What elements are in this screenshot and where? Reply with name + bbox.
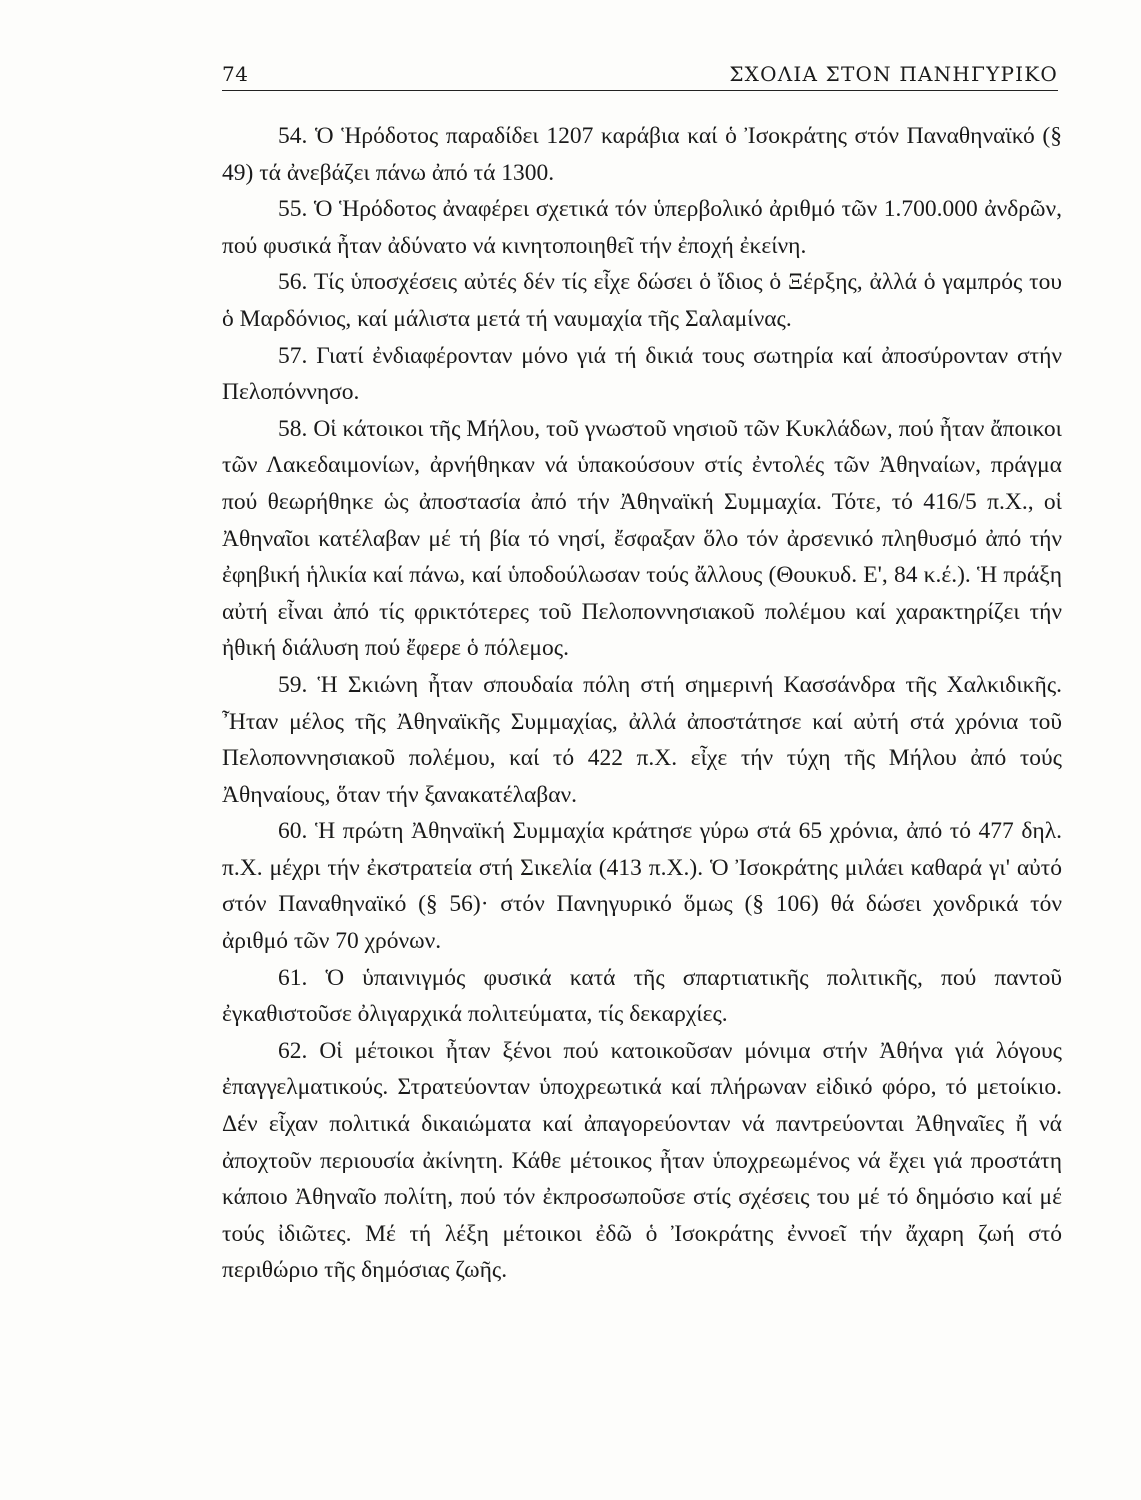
note-57 bbox=[222, 338, 1062, 411]
note-text: Ὁ Ἡρόδοτος παραδίδει 1207 καράβια καί ὁ Ἰσοκράτης στόν Παναθηναϊκό (§ 49) τά ἀνεβάζει πάνω ἀπό τά 1300. bbox=[222, 123, 1062, 186]
note-text: Οἱ κάτοικοι τῆς Μήλου, τοῦ γνωστοῦ νησιοῦ τῶν Κυκλάδων, πού ἦταν ἄποικοι τῶν Λακεδαιμονίων, ἀρνήθηκαν νά ὑπακούσουν στίς ἐντολές τῶν Ἀθηναίων, πράγμα πού θεωρήθηκε ὡς ἀποστασία ἀπό τήν Ἀθηναϊκή Συμμαχία. Τότε, τό 416/5 π.Χ., οἱ Ἀθηναῖοι κατέλαβαν μέ τή βία τό νησί, ἔσφαξαν ὅλο τόν ἀρσενικό πληθυσμό ἀπό τήν ἐφηβική ἡλικία καί πάνω, καί ὑποδούλωσαν τούς ἄλλους (Θουκυδ. Ε', 84 κ.έ.). Ἡ πράξη αὐτή εἶναι ἀπό τίς φρικτότερες τοῦ Πελοποννησιακοῦ πολέμου καί χαρακτηρίζει τήν ἠθική διάλυση πού ἔφερε ὁ πόλεμος. bbox=[222, 415, 1062, 662]
note-number: 62. bbox=[278, 1037, 308, 1064]
notes-body bbox=[222, 118, 1062, 1289]
note-59 bbox=[222, 667, 1062, 813]
page-number: 74 bbox=[222, 62, 249, 86]
running-title: ΣΧΟΛΙΑ ΣΤΟΝ ΠΑΝΗΓΥΡΙΚΟ bbox=[729, 62, 1058, 86]
note-number: 61. bbox=[278, 964, 308, 991]
note-number: 58. bbox=[278, 415, 308, 442]
note-text: Οἱ μέτοικοι ἦταν ξένοι πού κατοικοῦσαν μόνιμα στήν Ἀθήνα γιά λόγους ἐπαγγελματικούς. Στρατεύονταν ὑποχρεωτικά καί πλήρωναν εἰδικό φόρο, τό μετοίκιο. Δέν εἶχαν πολιτικά δικαιώματα καί ἀπαγορεύονταν νά παντρεύονται Ἀθηναῖες ἤ νά ἀποχτοῦν περιουσία ἀκίνητη. Κάθε μέτοικος ἦταν ὑποχρεωμένος νά ἔχει γιά προστάτη κάποιο Ἀθηναῖο πολίτη, πού τόν ἐκπροσωποῦσε στίς σχέσεις του μέ τό δημόσιο καί μέ τούς ἰδιῶτες. Μέ τή λέξη μέτοικοι ἐδῶ ὁ Ἰσοκράτης ἐννοεῖ τήν ἄχαρη ζωή στό περιθώριο τῆς δημόσιας ζωῆς. bbox=[222, 1037, 1062, 1284]
note-text: Ἡ Σκιώνη ἦταν σπουδαία πόλη στή σημερινή Κασσάνδρα τῆς Χαλκιδικῆς. Ἦταν μέλος τῆς Ἀθηναϊκῆς Συμμαχίας, ἀλλά ἀποστάτησε καί αὐτή στά χρόνια τοῦ Πελοποννησιακοῦ πολέμου, καί τό 422 π.Χ. εἶχε τήν τύχη τῆς Μήλου ἀπό τούς Ἀθηναίους, ὅταν τήν ξανακατέλαβαν. bbox=[222, 671, 1062, 808]
note-58 bbox=[222, 411, 1062, 667]
note-56 bbox=[222, 264, 1062, 337]
note-number: 54. bbox=[278, 123, 308, 149]
note-number: 59. bbox=[278, 671, 308, 698]
note-61 bbox=[222, 960, 1062, 1033]
page-header bbox=[222, 60, 1058, 91]
note-number: 57. bbox=[278, 342, 308, 369]
note-number: 60. bbox=[278, 818, 308, 845]
note-text: Ὁ ὑπαινιγμός φυσικά κατά τῆς σπαρτιατικῆς πολιτικῆς, πού παντοῦ ἐγκαθιστοῦσε ὀλιγαρχικά πολιτεύματα, τίς δεκαρχίες. bbox=[222, 964, 1063, 1028]
note-text: Ὁ Ἡρόδοτος ἀναφέρει σχετικά τόν ὑπερβολικό ἀριθμό τῶν 1.700.000 ἀνδρῶν, πού φυσικά ἦταν ἀδύνατο νά κινητοποιηθεῖ τήν ἐποχή ἐκείνη. bbox=[222, 196, 1063, 259]
note-62 bbox=[222, 1033, 1062, 1289]
note-60 bbox=[222, 813, 1062, 959]
note-number: 56. bbox=[278, 269, 308, 296]
note-55 bbox=[222, 191, 1062, 264]
note-text: Τίς ὑποσχέσεις αὐτές δέν τίς εἶχε δώσει ὁ ἴδιος ὁ Ξέρξης, ἀλλά ὁ γαμπρός του ὁ Μαρδόνιος, καί μάλιστα μετά τή ναυμαχία τῆς Σαλαμίνας. bbox=[222, 269, 1063, 332]
note-54 bbox=[222, 118, 1062, 191]
note-text: Ἡ πρώτη Ἀθηναϊκή Συμμαχία κράτησε γύρω στά 65 χρόνια, ἀπό τό 477 δηλ. π.Χ. μέχρι τήν ἐκστρατεία στή Σικελία (413 π.Χ.). Ὁ Ἰσοκράτης μιλάει καθαρά γι' αὐτό στόν Παναθηναϊκό (§ 56)· στόν Πανηγυρικό ὅμως (§ 106) θά δώσει χονδρικά τόν ἀριθμό τῶν 70 χρόνων. bbox=[222, 818, 1062, 955]
note-number: 55. bbox=[278, 196, 308, 223]
note-text: Γιατί ἐνδιαφέρονταν μόνο γιά τή δικιά τους σωτηρία καί ἀποσύρονταν στήν Πελοπόννησο. bbox=[222, 342, 1062, 406]
